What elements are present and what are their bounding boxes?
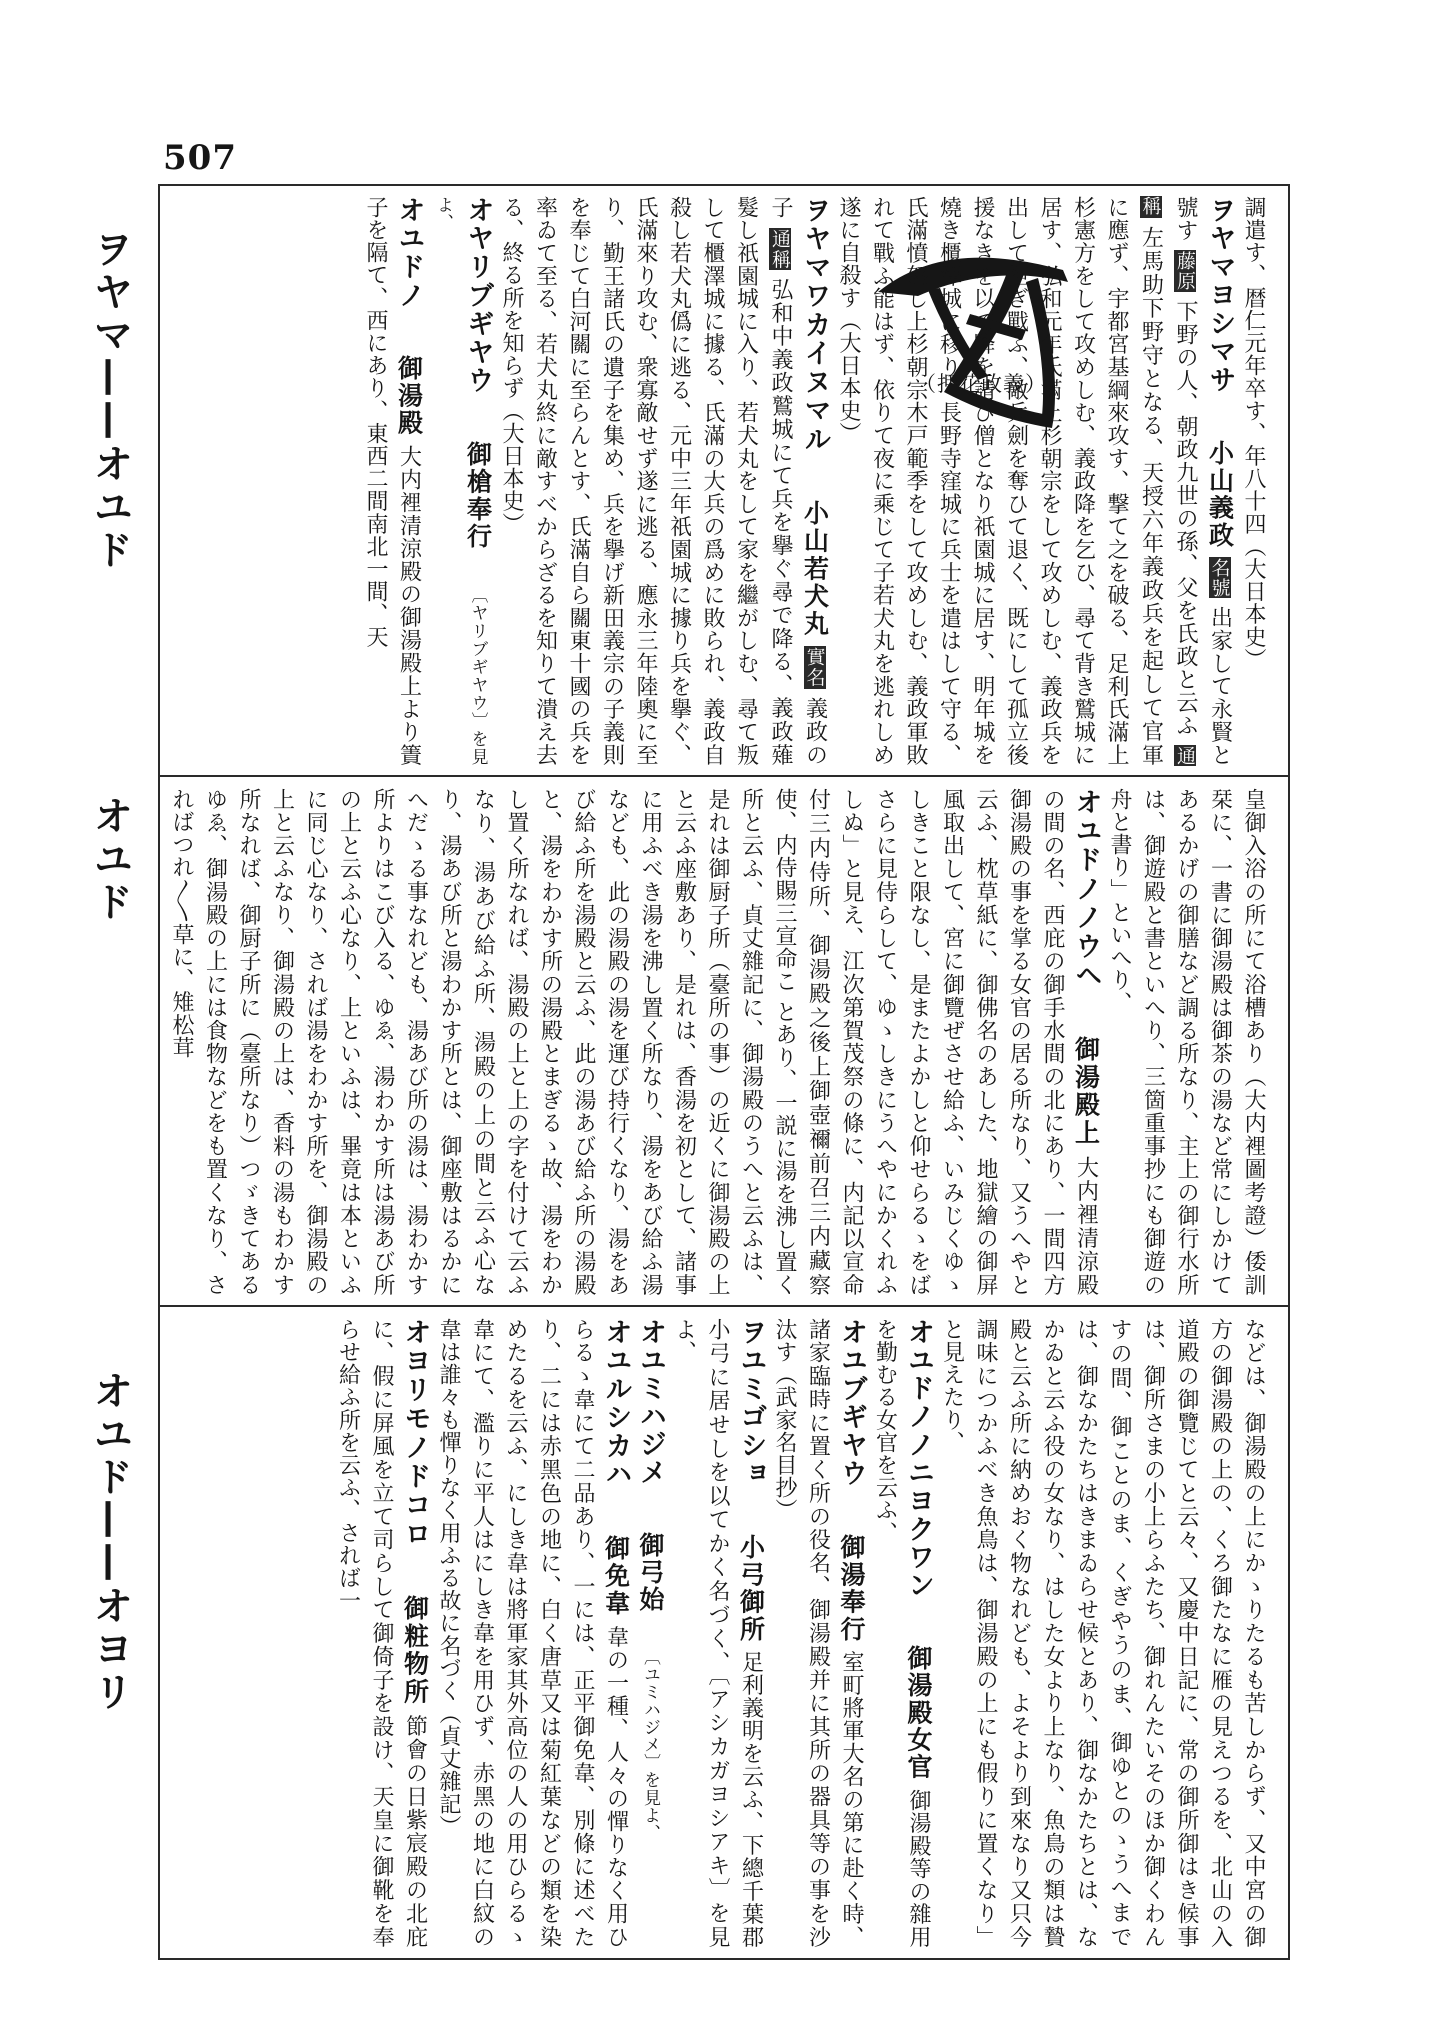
label-mark: 藤原 (1174, 251, 1196, 292)
label-mark: 通稱 (769, 228, 791, 270)
entry-oyumi-hajime (633, 1318, 668, 1948)
entry-text: などは、御湯殿の上にかゝりたるも苦しからず、又中宮の御方の御湯殿の上の、くろ御たなに雁の見えつるを、北山の入道殿の御覽じてと云々、又慶中日記に、常の御所御はき候事は、御所さまの小上らふたち、御れんたいそのほか御くわんすの間、御ことのま、くぎやうのま、御ゆとのゝうへまでは、御なかたちはきまゐらせ候とあり、御なかたちとは、なかゐと云ふ役の女なり、はした女より上なり、魚鳥の類は贄殿と云ふ所に納めおく物なれども、よそより到來なり又只今調味につかふべき魚鳥は、御湯殿の上にも假りに置くなり」と見えたり、 (939, 1318, 1266, 1948)
entry-text: 下野の人、朝政九世の孫、父を氏政と云ふ (1173, 300, 1198, 738)
entry-text: 御湯殿等の雜用を勤むる女官を云ふ、 (872, 1318, 931, 1949)
middle-section (169, 788, 1270, 1297)
entry-oyu-bugyou (768, 1318, 869, 1948)
entry-kanji-title: 御湯奉行 (837, 1533, 866, 1643)
entry-continuation (1237, 196, 1271, 766)
label-mark: 名號 (1208, 557, 1231, 598)
entry-oyorimono-dokoro (331, 1318, 432, 1948)
side-heading-bottom: オユド——オヨリ (87, 1370, 133, 1714)
entry-text: 義政の子 (768, 196, 828, 767)
entry-text: 室町將軍大名の第に赴く時、諸家臨時に置く所の役名、御湯殿并に其所の器具等の事を沙汰す（武家名目抄） (772, 1318, 864, 1949)
entry-kanji-title: 小山若犬丸 (800, 499, 830, 639)
entry-oyudono (359, 196, 426, 766)
entry-headword: オヨリモノドコロ (399, 1318, 431, 1549)
entry-text: 左馬助下野守となる、天授六年義政兵を起して官軍に應ず、宇都宮基綱來攻す、撃て之を破る、足利氏滿上杉憲方をして攻めしむ、義政降を乞ひ、尋て背き鷲城に居す、弘和元年氏滿上杉朝宗をして攻めしむ、義政兵を出して拒ぎ戰ふ、敵兵劍を奪ひて退く、既にして孤立後援なきを以て降を請ひ僧となり祇園城に居す、明年城を燒き櫃澤城に移り、長野寺窪城に兵士を遣はして守る、氏滿憤怒し上杉朝宗木戸範季をして攻めしむ、義政軍敗れて戰ふ能はず、依りて夜に乘じて子若犬丸を逃れしめ遂に自殺す（大日本史） (836, 196, 1164, 766)
top-section (184, 196, 1270, 766)
entry-text: 韋の一種、人々の憚りなく用ひらるゝ韋にて二品あり、一には、正平御免韋、別條に述べたり、二には赤黑色の地に、白く唐草又は菊紅葉などの類を染めたるを云ふ、にしき韋は將軍家其外高位の人の用ひらるゝ韋にて、濫りに平人はにしき韋を用ひず、赤黑の地に白紋の韋は誰々も憚りなく用ふる故に名づく（貞丈雜記） (436, 1318, 629, 1949)
entry-cross-reference: 〔ユミハジメ〕を見よ、 (640, 1648, 660, 1842)
label-mark: 通稱 (1139, 196, 1196, 767)
entry-text: 出家して永賢と號す (1173, 196, 1233, 767)
entry-oyudono-no-ue (165, 788, 1103, 1296)
entry-oyurushi-kawa (432, 1318, 633, 1948)
entry-headword: オユミハジメ (635, 1318, 666, 1486)
entry-headword: ヲヤマヨシマサ (1204, 196, 1236, 394)
entry-text: 節會の日紫宸殿の北庇に、假に屏風を立て司らして御倚子を設け、天皇に御靴を奉らせ給ふ所を云ふ、されば一 (335, 1318, 428, 1949)
entry-kanji-title: 小弓御所 (736, 1533, 766, 1643)
entry-headword: オユドノ (393, 196, 425, 310)
entry-oyama-wakainumaru (495, 196, 832, 766)
entry-text: 弘和中義政鷲城にて兵を擧ぐ尋で降る、義政薙髮し祇園城に入り、若犬丸をして家を繼がしむ、尋て叛して櫃澤城に據る、氏滿の大兵の爲めに敗られ、義政自殺し若犬丸僞に逃る、元中三年祇園城に據り兵を擧ぐ、氏滿來り攻む、衆寡敵せず遂に逃る、應永三年陸奧に至り、勤王諸氏の遺子を集め、兵を擧げ新田義宗の子義則を奉じて白河關に至らんとす、氏滿自ら關東十國の兵を率ゐて至る、若犬丸終に敵すべからざるを知りて潰え去る、終る所を知らず（大日本史） (499, 196, 793, 766)
entry-text: 大内裡清涼殿の間の名、西庇の御手水間の北にあり、一間四方御湯殿の事を掌る女官の居る所なり、又うへやと云ふ、枕草紙に、御佛名のあした、地獄繪の御屏風取出して、宮に御覽ぜさせ給ふ、いみじくゆゝしきこと限なし、是またよかしと仰せらるゝをばさらに見侍らして、ゆゝしきにうへやにかくれふしぬ」と見え、江次第賀茂祭の條に、内記以宣命付三内侍所、御湯殿之後上御壺禰前召三内藏察使、内侍賜三宣命こ とあり、一説に湯を沸し置く所と云ふ、貞丈雜記に、御湯殿のうへと云ふは、是れは御厨子所（臺所の事）の近くに御湯殿の上と云ふ座敷あり、是れは、香湯を初として、諸事に用ふべき湯を沸し置く所なり、湯をあび給ふ湯なども、此の湯殿の湯を運び持行くなり、湯をあび給ふ所を湯殿と云ふ、此の湯あび給ふ所の湯殿と、湯をわかす所の湯殿とまぎるゝ故、湯をわかし置く所なれば、湯殿の上と上の字を付けて云ふなり、湯あび給ふ所、湯殿の上の間と云ふ心なり、湯あび所と湯わかす所とは、御座敷はるかにへだゝる事なれども、湯あび所の湯は、湯わかす所よりはこび入る、ゆゑ、湯わかす所は湯あび所の上と云ふ心なり、上といふは、畢竟は本といふに同じ心なり、されば湯をわかす所を、御湯殿の上と云ふなり、御湯殿の上は、香料の湯もわかす所なれば、御厨子所に（臺所なり）つゞきてあるゆゑ、御湯殿の上には食物などをも置くなり、さればつれ〳〵草に、雉松茸 (169, 788, 1099, 1297)
entry-continuation (1103, 788, 1271, 1296)
entry-oyama-yoshimasa (832, 196, 1237, 766)
entry-headword: オユドノノウヘ (1070, 788, 1102, 990)
entry-headword: オユドノノニヨクワン (903, 1318, 934, 1600)
entry-kanji-title: 御湯殿上 (1071, 1036, 1101, 1148)
section-divider-top (158, 775, 1290, 777)
entry-headword: オユブギヤウ (836, 1318, 867, 1488)
entry-text: 調遣す、暦仁元年卒す、年八十四（大日本史） (1241, 196, 1266, 671)
entry-kanji-title: 御免韋 (601, 1534, 631, 1618)
entry-kanji-title: 御弓始 (636, 1531, 665, 1613)
side-heading-middle: オユド (87, 795, 133, 924)
crest-caption: （押花政義） (915, 372, 1047, 396)
entry-oyari-bugyou (426, 196, 495, 766)
entry-headword: ヲヤマワカイヌマル (799, 196, 831, 454)
bottom-section (176, 1318, 1270, 1948)
entry-headword: オユルシカハ (600, 1318, 632, 1489)
label-mark: 實名 (803, 647, 826, 688)
entry-headword: ヲユミゴショ (735, 1318, 767, 1488)
page-number: 507 (163, 138, 237, 178)
entry-oyudono-nyokan (868, 1318, 935, 1948)
entry-oyumi-gosho (667, 1318, 768, 1948)
entry-cross-reference: 〔ヤリブギヤウ〕を見よ、 (433, 196, 488, 767)
entry-text: 足利義明を云ふ、下總千葉郡小弓に居せしを以てかく名づく、〔アシカガヨシアキ〕を見よ、 (671, 1318, 764, 1949)
entry-kanji-title: 御湯殿 (394, 355, 424, 438)
entry-kanji-title: 御槍奉行 (463, 440, 493, 551)
side-heading-top: ヲヤマ——オユド (87, 228, 133, 572)
entry-headword: オヤリブギヤウ (462, 196, 494, 395)
entry-continuation (935, 1318, 1270, 1948)
entry-kanji-title: 小山義政 (1205, 439, 1235, 549)
entry-kanji-title: 御湯殿女官 (904, 1645, 933, 1782)
entry-text: 皇御入浴の所にて浴槽あり（大内裡圖考證）倭訓栞に、一書に御湯殿は御茶の湯など常にしかけてあるかげの御膳など調る所なり、主上の御行水所は、御遊殿と書といへり、三箇重事抄にも御遊の舟と書り」といへり、 (1107, 788, 1266, 1296)
section-divider-bottom (158, 1305, 1290, 1307)
entry-kanji-title: 御粧物所 (400, 1594, 430, 1707)
entry-text: 大内裡清涼殿の御湯殿上より簀子を隔て、西にあり、東西二間南北一間、天 (363, 196, 422, 767)
